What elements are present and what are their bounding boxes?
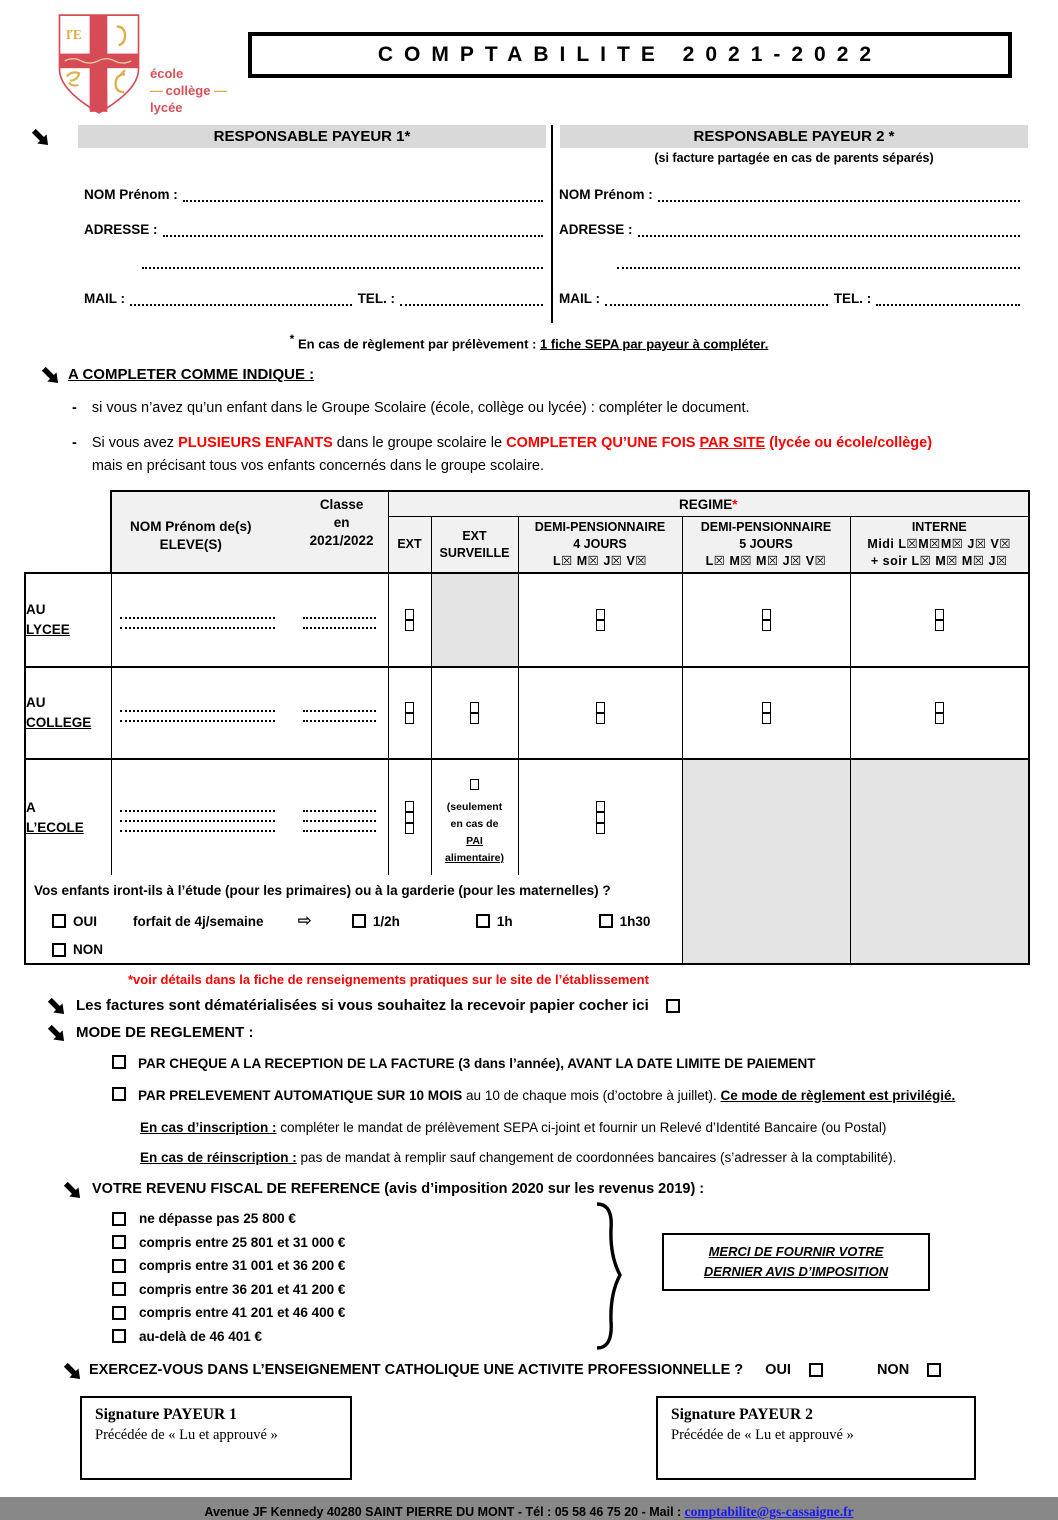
option-une-heure-checkbox[interactable] [476,914,490,928]
student-name-input[interactable] [120,609,276,619]
instructions-heading: A COMPLETER COMME INDIQUE : [68,366,315,383]
bracket-checkbox[interactable] [112,1259,126,1273]
payer1-adresse-input[interactable] [163,224,543,237]
payer1-tel-input[interactable] [400,293,543,306]
mode-reglement-heading: MODE DE REGLEMENT : [46,1023,1058,1042]
payer2-mail-label: MAIL : [559,290,600,306]
checkbox[interactable] [405,812,414,823]
catholic-teaching-question: EXERCEZ-VOUS DANS L’ENSEIGNEMENT CATHOLIQUE UNE ACTIVITE PROFESSIONNELLE ? OUI NON [62,1361,1058,1380]
checkbox[interactable] [596,620,605,631]
checkbox[interactable] [596,609,605,620]
checkbox[interactable] [596,812,605,823]
instruction-bullet-2: - Si vous avez PLUSIEURS ENFANTS dans le groupe scolaire le COMPLETER QU’UNE FOIS PAR SITE (lycée ou école/collège) mais en précisant tous vos enfants concernés dans le groupe scolaire. [72,435,933,474]
regime-table [24,490,1030,965]
ecole-names-cell [111,759,388,875]
svg-text:ΙΈ: ΙΈ [65,27,82,43]
college-dp4-cell [518,667,682,759]
level-ecole: école [150,66,184,81]
student-name-input[interactable] [120,812,276,822]
revenue-bracket: compris entre 41 201 et 46 400 € [112,1301,590,1325]
checkbox[interactable] [405,702,414,713]
site-label-college: AU COLLEGE [25,667,111,759]
checkbox[interactable] [935,713,944,724]
payer1-mail-input[interactable] [130,293,352,306]
avis-imposition-notice: MERCI DE FOURNIR VOTRE DERNIER AVIS D’IMPOSITION [662,1233,930,1291]
activity-non-checkbox[interactable] [927,1363,941,1377]
signature-box-payer2[interactable]: Signature PAYEUR 2 Précédée de « Lu et approuvé » [656,1396,976,1480]
checkbox[interactable] [405,609,414,620]
lycee-ext-surveille-blocked [431,573,518,667]
checkbox[interactable] [596,823,605,834]
row-college [25,667,1029,759]
school-logo [52,12,234,117]
payer2-title: RESPONSABLE PAYEUR 2 * [560,125,1028,148]
option-cheque: PAR CHEQUE A LA RECEPTION DE LA FACTURE (3 dans l’année), AVANT LA DATE LIMITE DE PAIEMENT [112,1055,1058,1073]
payer2-column [553,125,1028,323]
lycee-ext-cell [388,573,431,667]
payer2-subtitle: (si facture partagée en cas de parents séparés) [654,150,934,165]
southeast-arrow-icon [40,365,59,384]
option-demi-heure-checkbox[interactable] [352,914,366,928]
checkbox[interactable] [405,713,414,724]
southeast-arrow-icon [62,1180,81,1199]
document-title-box [248,32,1012,78]
bracket-checkbox[interactable] [112,1329,126,1343]
non-checkbox[interactable] [52,943,66,957]
col-header-ext-surveille: EXT SURVEILLE [431,516,518,573]
student-name-input[interactable] [120,702,276,712]
page-title: COMPTABILITE 2021-2022 [377,43,883,66]
col-header-ext: EXT [388,516,431,573]
option-1h30-checkbox[interactable] [599,914,613,928]
checkbox[interactable] [935,702,944,713]
signature-box-payer1[interactable]: Signature PAYEUR 1 Précédée de « Lu et approuvé » [80,1396,352,1480]
southeast-arrow-icon [62,1361,81,1380]
student-name-input[interactable] [120,802,276,812]
payer1-nom-label: NOM Prénom : [84,186,178,202]
checkbox[interactable] [596,702,605,713]
payer1-title: RESPONSABLE PAYEUR 1* [78,125,546,148]
payer2-nom-input[interactable] [658,189,1020,202]
checkbox[interactable] [762,713,771,724]
header [0,0,1058,117]
etude-question: Vos enfants iront-ils à l’étude (pour les primaires) ou à la garderie (pour les maternelles) ? [34,883,611,899]
revenue-bracket: compris entre 36 201 et 41 200 € [112,1277,590,1301]
payer1-tel-label: TEL. : [357,290,396,306]
details-note: *voir détails dans la fiche de renseignements pratiques sur le site de l’établissement [128,972,649,988]
lycee-interne-cell [850,573,1029,667]
lycee-dp4-cell [518,573,682,667]
revenue-bracket: compris entre 25 801 et 31 000 € [112,1230,590,1254]
instruction-bullet-1: - si vous n’avez qu’un enfant dans le Groupe Scolaire (école, collège ou lycée) : compléter le document. [72,400,750,416]
checkbox[interactable] [405,620,414,631]
cheque-checkbox[interactable] [112,1055,126,1069]
revenue-heading: VOTRE REVENU FISCAL DE REFERENCE (avis d’imposition 2020 sur les revenus 2019) : [62,1180,1058,1199]
bracket-checkbox[interactable] [112,1212,126,1226]
bracket-checkbox[interactable] [112,1306,126,1320]
checkbox[interactable] [596,713,605,724]
payer2-adresse2-input[interactable] [617,256,1020,269]
row-ecole [25,759,1029,875]
paper-invoice-checkbox[interactable] [666,999,680,1013]
checkbox[interactable] [405,823,414,834]
sepa-footnote: * En cas de règlement par prélèvement : 1 fiche SEPA par payeur à compléter. [289,331,769,351]
section-arrow [30,125,78,323]
site-label-ecole: A L’ECOLE [25,759,111,875]
checkbox[interactable] [935,620,944,631]
col-header-eleves: NOM Prénom de(s) ELEVE(S) Classe en 2021/2022 [111,491,388,573]
row-lycee [25,573,1029,667]
college-dp5-cell [682,667,850,759]
ecole-ext-surveille-cell [431,759,518,875]
pai-note: (seulement en cas de PAI alimentaire) [445,801,504,864]
southeast-arrow-icon [46,996,65,1015]
checkbox[interactable] [470,779,479,790]
payer2-adresse-label: ADRESSE : [559,221,633,237]
ecole-dp5-blocked [682,759,850,964]
payer1-mail-label: MAIL : [84,290,125,306]
class-input[interactable] [303,712,375,722]
inscription-note: En cas d’inscription : compléter le mandat de prélèvement SEPA ci-joint et fournir un Relevé d’Identité Bancaire (ou Postal) [140,1119,887,1135]
payers-section [30,125,1028,323]
class-input[interactable] [303,619,375,629]
student-name-input[interactable] [120,712,276,722]
class-input[interactable] [303,609,375,619]
col-header-interne: INTERNE Midi L☒M☒M☒ J☒ V☒ + soir L☒ M☒ M☒ J☒ [850,516,1029,573]
checkbox[interactable] [405,801,414,812]
level-lycee: lycée [150,99,183,115]
school-levels [150,66,226,117]
class-input[interactable] [303,702,375,712]
revenue-bracket: au-delà de 46 401 € [112,1324,590,1348]
student-name-input[interactable] [120,822,276,832]
payer2-nom-label: NOM Prénom : [559,186,653,202]
col-header-dp5: DEMI-PENSIONNAIRE 5 JOURS L☒ M☒ M☒ J☒ V☒ [682,516,850,573]
right-arrow-icon: ⇨ [297,911,312,931]
checkbox[interactable] [470,702,479,713]
class-input[interactable] [303,802,375,812]
option-prelevement: PAR PRELEVEMENT AUTOMATIQUE SUR 10 MOIS au 10 de chaque mois (d’octobre à juillet). Ce mode de règlement est privilégié. [112,1087,1058,1105]
college-names-cell [111,667,388,759]
ecole-dp4-cell [518,759,682,875]
col-header-regime: REGIME* [388,491,1029,516]
student-name-input[interactable] [120,619,276,629]
class-input[interactable] [303,812,375,822]
revenue-bracket: ne dépasse pas 25 800 € [112,1207,590,1231]
signatures-section [80,1396,976,1480]
col-header-dp4: DEMI-PENSIONNAIRE 4 JOURS L☒ M☒ J☒ V☒ [518,516,682,573]
payer2-mail-input[interactable] [605,293,828,306]
payer1-nom-input[interactable] [183,189,543,202]
reinscription-note: En cas de réinscription : pas de mandat à remplir sauf changement de coordonnées bancaires (s’adresser à la comptabilité). [140,1149,897,1165]
prelevement-checkbox[interactable] [112,1087,126,1101]
etude-cell: Vos enfants iront-ils à l’étude (pour les primaires) ou à la garderie (pour les maternelles) ? OUI forfait de 4j/semaine ⇨ 1/2h 1h 1h30 NON [25,875,682,964]
contact-email-link[interactable]: comptabilite@gs-cassaigne.fr [684,1503,854,1519]
paper-invoice-line: Les factures sont dématérialisées si vous souhaitez la recevoir papier cocher ici [46,996,1058,1015]
payer1-adresse-label: ADRESSE : [84,221,158,237]
college-interne-cell [850,667,1029,759]
payer2-tel-label: TEL. : [833,290,872,306]
checkbox[interactable] [762,609,771,620]
checkbox[interactable] [935,609,944,620]
lycee-dp5-cell [682,573,850,667]
ecole-interne-blocked [850,759,1029,964]
lycee-names-cell [111,573,388,667]
activity-oui-checkbox[interactable] [809,1363,823,1377]
revenue-bracket: compris entre 31 001 et 36 200 € [112,1254,590,1278]
college-ext-cell [388,667,431,759]
level-college: — collège — [150,82,227,98]
shield-crest-icon [52,12,146,116]
checkbox[interactable] [762,620,771,631]
payer1-adresse2-input[interactable] [142,256,543,269]
class-input[interactable] [303,822,375,832]
site-label-lycee: AU LYCEE [25,573,111,667]
bracket-checkbox[interactable] [112,1235,126,1249]
checkbox[interactable] [596,801,605,812]
checkbox[interactable] [762,702,771,713]
southeast-arrow-icon [46,1023,65,1042]
college-ext-surveille-cell [431,667,518,759]
payer2-adresse-input[interactable] [638,224,1020,237]
curly-brace-icon [590,1201,626,1351]
footer: Avenue JF Kennedy 40280 SAINT PIERRE DU MONT - Tél : 05 58 46 75 20 - Mail : comptabilite@gs-cassaigne.fr [204,1503,854,1519]
southeast-arrow-icon [30,127,49,146]
ecole-ext-cell [388,759,431,875]
payer1-column [78,125,553,323]
instructions-section [40,365,1028,477]
payer2-tel-input[interactable] [876,293,1020,306]
revenue-section [0,1207,1058,1351]
checkbox[interactable] [470,713,479,724]
oui-checkbox[interactable] [52,914,66,928]
bracket-checkbox[interactable] [112,1282,126,1296]
